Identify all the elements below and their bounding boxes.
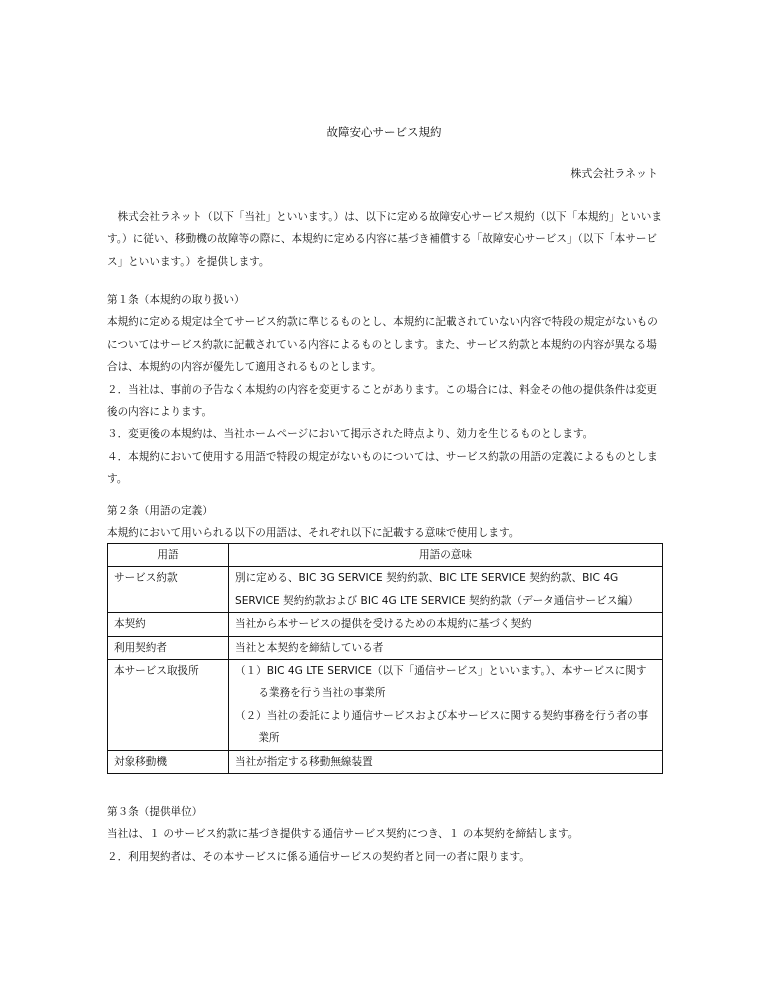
article-3 [107, 801, 663, 868]
table-cell-meaning [229, 660, 663, 751]
article-2 [107, 500, 663, 545]
table-header-meaning: 用語の意味 [229, 544, 663, 567]
table-cell-meaning: 当社から本サービスの提供を受けるための本規約に基づく契約 [229, 613, 663, 636]
table-header-row [108, 544, 663, 567]
table-row [108, 567, 663, 613]
intro-paragraph: 株式会社ラネット（以下「当社」といいます。）は、以下に定める故障安心サービス規約（以下「本規約」といいます。）に従い、移動機の故障等の際に、本規約に定める内容に基づき補償する「故障安心サービス」（以下「本サービス」といいます。）を提供します。 [107, 211, 662, 268]
article-1-para-3: ３．変更後の本規約は、当社ホームページにおいて掲示された時点より、効力を生じるものとします。 [107, 428, 594, 441]
meaning-subitem-1: （１）BIC 4G LTE SERVICE（以下「通信サービス」といいます。）、本サービスに関する業務を行う当社の事業所 [235, 665, 647, 700]
intro-section [107, 206, 663, 273]
article-1-para-2: ２．当社は、事前の予告なく本規約の内容を変更することがあります。この場合には、料金その他の提供条件は変更後の内容によります。 [107, 383, 658, 419]
definitions-table [107, 543, 663, 774]
table-cell-term: 利用契約者 [108, 636, 229, 659]
article-2-lead: 本規約において用いられる以下の用語は、それぞれ以下に記載する意味で使用します。 [107, 527, 520, 540]
document-title: 故障安心サービス規約 [326, 125, 442, 139]
table-cell-term: 本契約 [108, 613, 229, 636]
article-3-para-2: ２．利用契約者は、その本サービスに係る通信サービスの契約者と同一の者に限ります。 [107, 850, 530, 863]
table-cell-term: 対象移動機 [108, 750, 229, 773]
table-cell-term: サービス約款 [108, 567, 229, 613]
table-cell-meaning: 当社と本契約を締結している者 [229, 636, 663, 659]
table-row [108, 613, 663, 636]
article-3-heading: 第３条（提供単位） [107, 806, 203, 818]
article-1-heading: 第１条（本規約の取り扱い） [107, 294, 245, 306]
table-cell-meaning: 別に定める、BIC 3G SERVICE 契約約款、BIC LTE SERVICE 契約約款、BIC 4G SERVICE 契約約款および BIC 4G LTE SERVICE 契約約款（データ通信サービス編） [229, 567, 663, 613]
table-row [108, 660, 663, 751]
article-2-heading: 第２条（用語の定義） [107, 505, 213, 517]
meaning-subitem-2: （２）当社の委託により通信サービスおよび本サービスに関する契約事務を行う者の事業所 [235, 709, 649, 745]
table-row [108, 750, 663, 773]
article-1-para-1: 本規約に定める規定は全てサービス約款に準じるものとし、本規約に記載されていない内容で特段の規定がないものについてはサービス約款に記載されている内容によるものとします。また、サービス約款と本規約の内容が異なる場合は、本規約の内容が優先して適用されるものとします。 [107, 316, 658, 374]
table-row [108, 636, 663, 659]
article-3-para-1: 当社は、１ のサービス約款に基づき提供する通信サービス契約につき、１ の本契約を締結します。 [107, 828, 579, 841]
article-1 [107, 289, 663, 491]
table-header-term: 用語 [108, 544, 229, 567]
table-cell-term: 本サービス取扱所 [108, 660, 229, 751]
table-cell-meaning: 当社が指定する移動無線装置 [229, 750, 663, 773]
article-1-para-4: ４．本規約において使用する用語で特段の規定がないものについては、サービス約款の用語の定義によるものとします。 [107, 450, 658, 486]
company-name: 株式会社ラネット [570, 167, 658, 180]
